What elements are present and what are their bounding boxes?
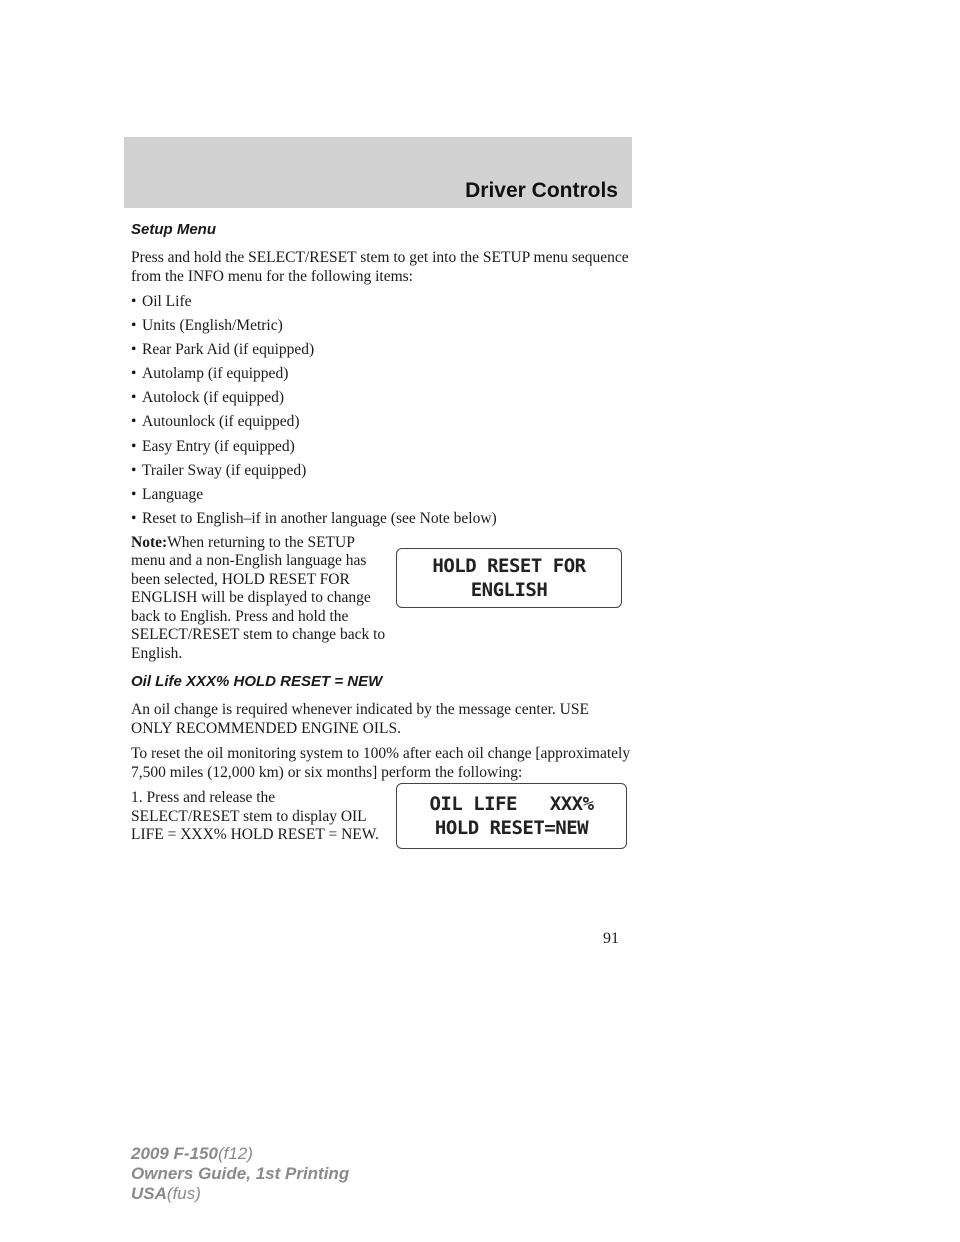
- footer-model: 2009 F-150: [131, 1144, 218, 1163]
- section-title: Driver Controls: [465, 179, 618, 202]
- display-line-2: ENGLISH: [470, 578, 548, 601]
- note-text: When returning to the SETUP menu and a non-English language has been selected, HOLD RESET FOR ENGLISH will be displayed to change back to English. Press and hold the SELECT/RESET stem to change back to English.: [131, 533, 386, 662]
- footer-guide: Owners Guide, 1st Printing: [131, 1164, 350, 1183]
- display-line-1: HOLD RESET FOR: [432, 554, 586, 577]
- page-content: [131, 221, 631, 852]
- note-label: Note:: [131, 533, 168, 551]
- list-item: • Oil Life: [131, 293, 192, 310]
- display-line-2: HOLD RESET=NEW: [434, 817, 589, 840]
- oil-life-paragraph-1: An oil change is required whenever indicated by the message center. USE ONLY RECOMMENDED ENGINE OILS.: [131, 701, 589, 737]
- note-paragraph: [131, 534, 386, 664]
- section-header-band: [124, 137, 632, 208]
- display-line-1: OIL LIFE XXX%: [429, 793, 594, 816]
- step-1-text: 1. Press and release the SELECT/RESET stem to display OIL LIFE = XXX% HOLD RESET = NEW.: [131, 789, 379, 844]
- list-item: • Reset to English–if in another language (see Note below): [131, 509, 497, 527]
- list-item: • Trailer Sway (if equipped): [131, 461, 307, 479]
- setup-menu-heading: Setup Menu: [131, 221, 216, 238]
- footer-region-code: (fus): [166, 1184, 201, 1203]
- list-item: • Rear Park Aid (if equipped): [131, 341, 315, 359]
- hold-reset-display: [396, 548, 622, 608]
- list-item: • Units (English/Metric): [131, 317, 283, 335]
- footer-region: USA: [131, 1184, 167, 1203]
- oil-life-display: [396, 783, 627, 849]
- footer: [131, 1144, 349, 1204]
- page-number: 91: [603, 930, 619, 947]
- list-item: • Easy Entry (if equipped): [131, 437, 295, 455]
- setup-menu-list: [131, 293, 631, 528]
- oil-life-heading: Oil Life XXX% HOLD RESET = NEW: [131, 673, 383, 691]
- list-item: • Autolamp (if equipped): [131, 365, 289, 383]
- step-row: [131, 789, 631, 845]
- list-item: • Autolock (if equipped): [131, 389, 285, 407]
- list-item: • Autounlock (if equipped): [131, 413, 300, 431]
- note-row: [131, 534, 631, 664]
- list-item: • Language: [131, 485, 204, 503]
- setup-menu-intro: Press and hold the SELECT/RESET stem to get into the SETUP menu sequence from the INFO menu for the following items:: [131, 249, 629, 285]
- footer-model-code: (f12): [217, 1144, 253, 1163]
- oil-life-paragraph-2: To reset the oil monitoring system to 100% after each oil change [approximately 7,500 miles (12,000 km) or six months] perform the following:: [131, 745, 631, 781]
